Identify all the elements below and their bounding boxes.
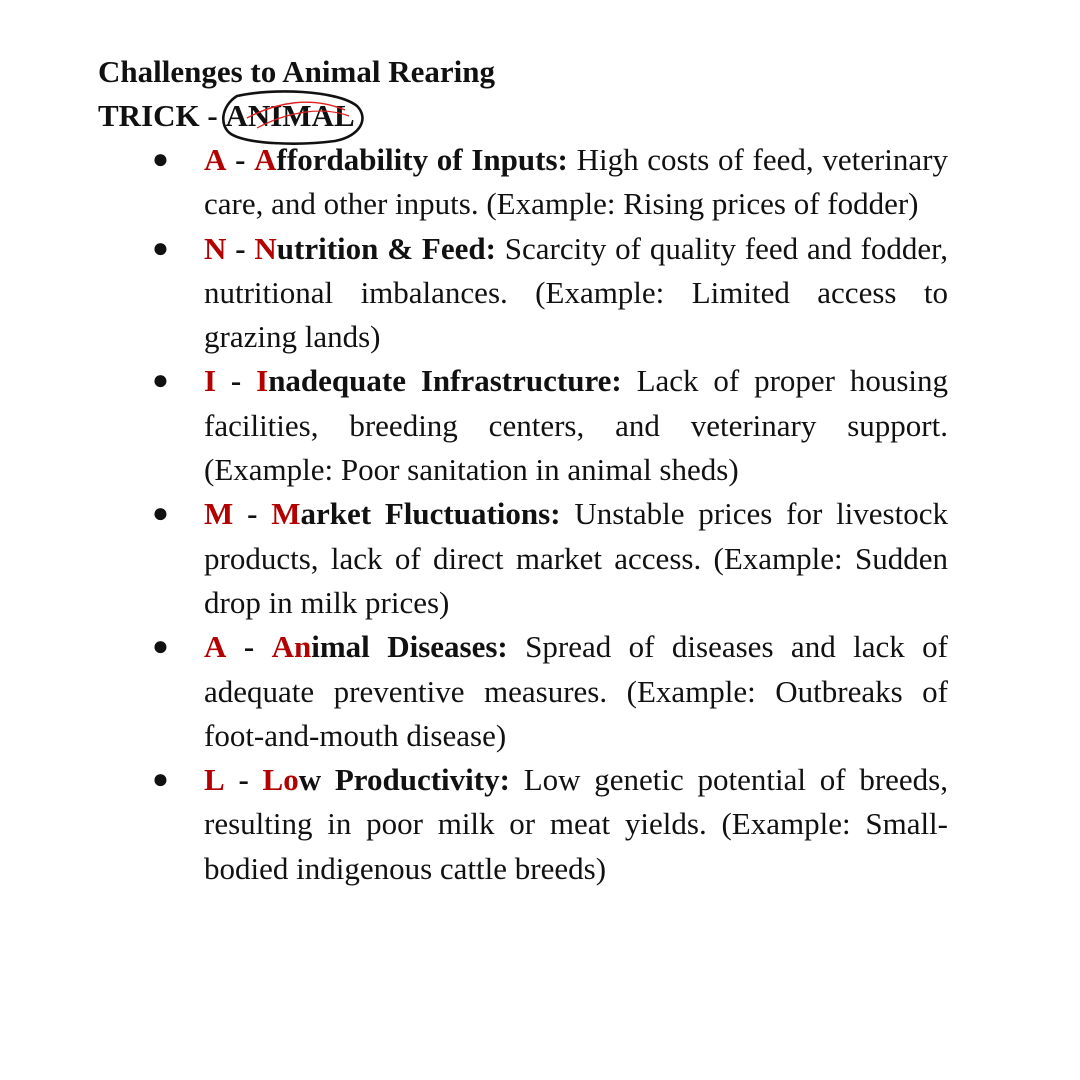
- item-dash: -: [233, 496, 272, 532]
- item-heading-rest: arket Fluctuations:: [300, 496, 561, 532]
- item-text: High costs of feed, veterinary care, and other inputs. (Example: Rising prices of fodder): [204, 142, 949, 222]
- item-text: Low genetic potential of breeds, resulting in poor milk or meat yields. (Example: Small-bodied indigenous cattle breeds): [204, 762, 948, 886]
- mnemonic-list: [98, 138, 948, 891]
- item-text: Unstable prices for livestock products, lack of direct market access. (Example: Sudden drop in milk prices): [204, 496, 948, 620]
- item-text: Scarcity of quality feed and fodder, nutritional imbalances. (Example: Limited access to grazing lands): [204, 230, 948, 355]
- bullet-icon: ●: [152, 498, 169, 530]
- item-heading-rest: nadequate Infrastructure:: [268, 363, 622, 399]
- item-heading: [204, 363, 622, 398]
- item-heading-rest: w Productivity:: [298, 762, 510, 798]
- list-item: [98, 492, 948, 625]
- trick-label: TRICK -: [98, 98, 226, 133]
- bullet-icon: ●: [152, 232, 169, 264]
- item-heading-rest: imal Diseases:: [311, 629, 508, 665]
- item-heading: [204, 496, 561, 531]
- highlighted-initial: A: [254, 138, 276, 182]
- list-item: [98, 758, 948, 891]
- list-item: [98, 625, 948, 758]
- highlighted-initial: N: [254, 227, 276, 271]
- highlighted-letter: L: [204, 758, 225, 802]
- item-text: Spread of diseases and lack of adequate preventive measures. (Example: Outbreaks of foot-and-mouth disease): [204, 629, 948, 753]
- highlighted-letter: M: [204, 492, 233, 536]
- item-heading-rest: utrition & Feed:: [276, 230, 496, 266]
- item-dash: -: [216, 363, 257, 399]
- item-dash: -: [226, 230, 255, 266]
- bullet-icon: ●: [152, 144, 169, 175]
- trick-word: ANIMAL: [225, 98, 355, 133]
- highlighted-letter: N: [204, 227, 226, 271]
- highlighted-letter: A: [204, 625, 226, 669]
- trick-word-wrapper: [225, 94, 354, 138]
- list-item: [98, 359, 948, 492]
- item-heading: [204, 231, 496, 266]
- item-heading: [204, 762, 510, 797]
- highlighted-initial: M: [271, 492, 300, 536]
- highlighted-letter: I: [204, 359, 216, 403]
- trick-line: [98, 94, 948, 138]
- item-text: Lack of proper housing facilities, breeding centers, and veterinary support.(Example: Poor sanitation in animal sheds): [204, 363, 948, 488]
- document-page: [98, 50, 948, 891]
- item-dash: -: [226, 142, 255, 177]
- item-dash: -: [224, 762, 263, 798]
- list-item: [98, 227, 948, 360]
- bullet-icon: ●: [152, 365, 169, 397]
- highlighted-initial: I: [256, 359, 268, 403]
- item-heading: [204, 629, 508, 664]
- item-heading: [204, 142, 568, 177]
- highlighted-initial: An: [272, 625, 312, 669]
- page-title: Challenges to Animal Rearing: [98, 54, 495, 89]
- highlighted-initial: Lo: [263, 758, 299, 802]
- highlighted-letter: A: [204, 138, 226, 182]
- item-heading-rest: ffordability of Inputs:: [276, 142, 568, 177]
- bullet-icon: ●: [152, 631, 169, 663]
- bullet-icon: ●: [152, 764, 169, 796]
- item-dash: -: [226, 629, 272, 665]
- list-item: [98, 138, 948, 227]
